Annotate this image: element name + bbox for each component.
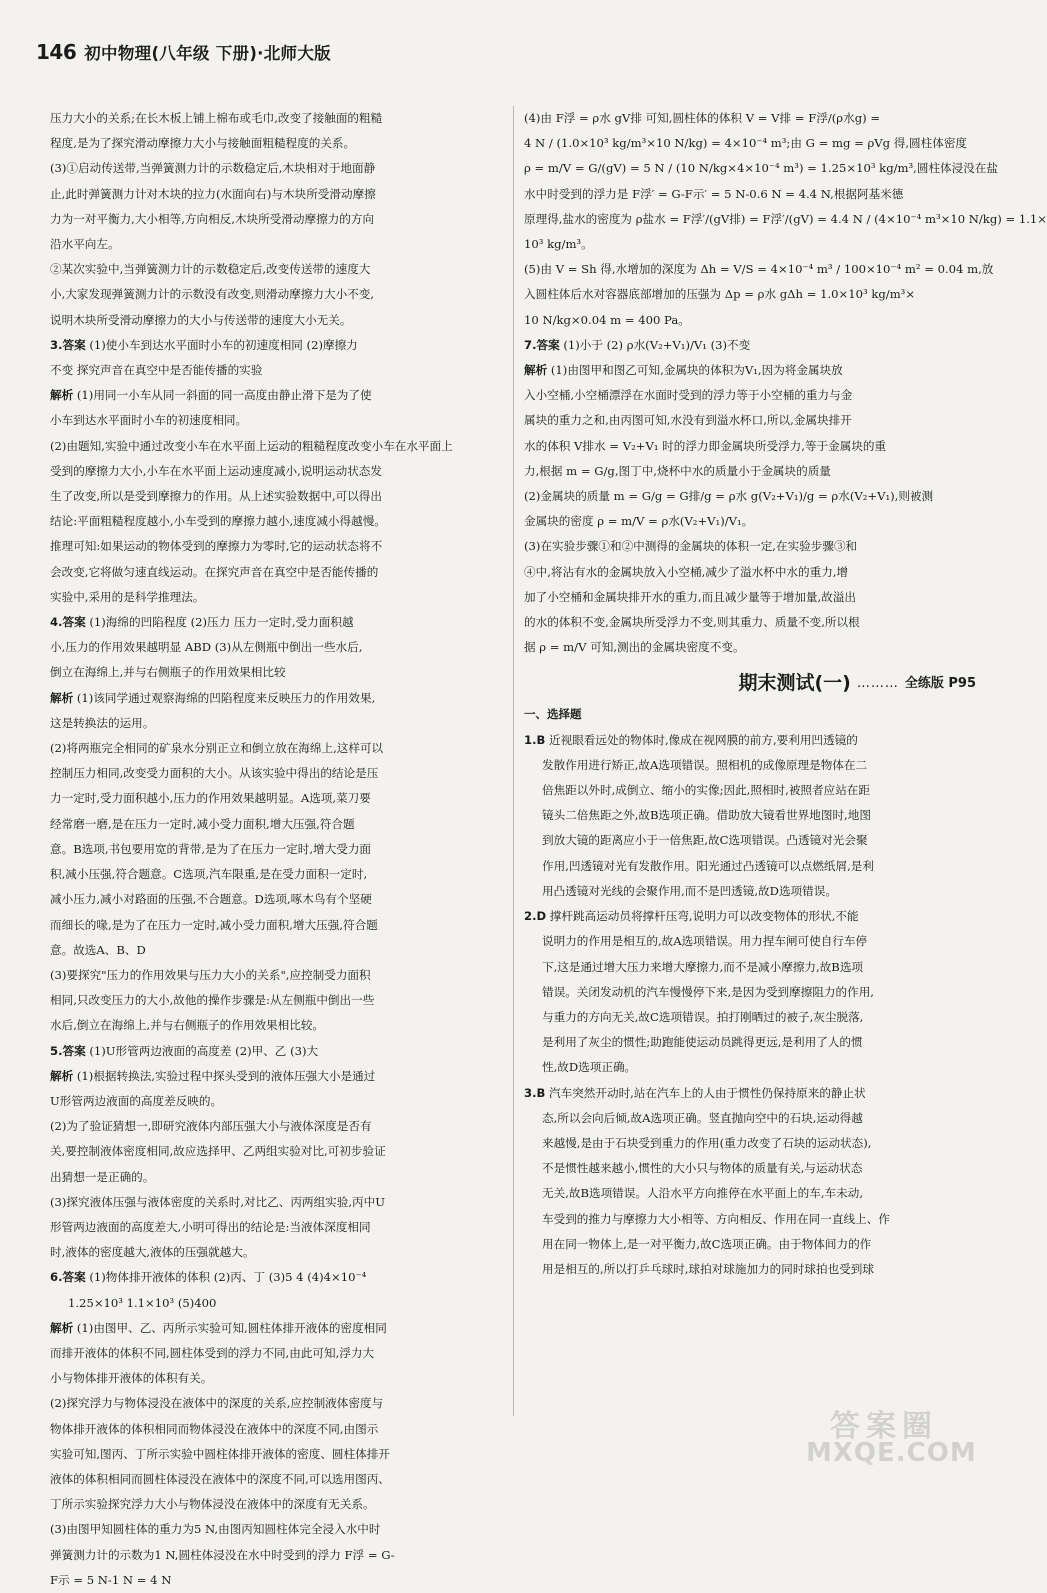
line-text: 入圆柱体后水对容器底部增加的压强为 Δp = ρ水 gΔh = 1.0×10³ kg/m³× (524, 287, 916, 302)
text-line (50, 736, 502, 761)
text-line (50, 1165, 502, 1190)
text-line (50, 232, 502, 257)
line-text: 生了改变,所以是受到摩擦力的作用。从上述实验数据中,可以得出 (50, 489, 382, 504)
text-line (524, 131, 976, 156)
line-text: 下,这是通过增大压力来增大摩擦力,而不是减小摩擦力,故B选项 (542, 959, 864, 974)
text-line (50, 509, 502, 534)
line-text: 1.25×10³ 1.1×10³ (5)400 (68, 1295, 217, 1310)
line-text: (1)根据转换法,实验过程中探头受到的液体压强大小是通过 (76, 1068, 376, 1083)
line-text: 水的体积 V排水 = V₂+V₁ 时的浮力即金属块所受浮力,等于金属块的重 (524, 438, 887, 453)
text-line (524, 1106, 976, 1131)
line-text: 发散作用进行矫正,故A选项错误。照相机的成像原理是物体在二 (542, 757, 868, 772)
line-text: ④中,将沾有水的金属块放入小空桶,减少了溢水杯中水的重力,增 (524, 564, 849, 579)
line-text: 相同,只改变压力的大小,故他的操作步骤是:从左侧瓶中倒出一些 (50, 993, 375, 1008)
line-text: 性,故D选项正确。 (542, 1060, 637, 1075)
text-line (50, 988, 502, 1013)
line-text: 力一定时,受力面积越小,压力的作用效果越明显。A选项,菜刀要 (50, 791, 371, 806)
line-text: 小车到达水平面时小车的初速度相同。 (50, 413, 248, 428)
line-text: 的水的体积不变,金属块所受浮力不变,则其重力、质量不变,所以根 (524, 615, 860, 630)
answer-line (50, 1316, 502, 1341)
text-line (50, 358, 502, 383)
line-text: (2)将两瓶完全相同的矿泉水分别正立和倒立放在海绵上,这样可以 (50, 741, 384, 756)
answer-line (50, 686, 502, 711)
text-line (524, 182, 976, 207)
text-line (50, 1215, 502, 1240)
text-line (50, 207, 502, 232)
line-text: (1)该同学通过观察海绵的凹陷程度来反映压力的作用效果, (76, 690, 376, 705)
line-text: 积,减小压强,符合题意。C选项,汽车限重,是在受力面积一定时, (50, 867, 368, 882)
text-line (524, 753, 976, 778)
line-text: 小,压力的作用效果越明显 ABD (3)从左侧瓶中倒出一些水后, (50, 640, 363, 655)
answer-label: 4.答案 (50, 615, 86, 630)
line-text: 经常磨一磨,是在压力一定时,减小受力面积,增大压强,符合题 (50, 816, 355, 831)
text-line (50, 963, 502, 988)
text-line (524, 232, 976, 257)
text-line (524, 534, 976, 559)
answer-label: 1.B (524, 732, 546, 747)
text-line (50, 1291, 502, 1316)
book-title: 初中物理(八年级 下册)·北师大版 (84, 44, 331, 63)
line-text: 撑杆跳高运动员将撑杆压弯,说明力可以改变物体的形状,不能 (549, 909, 859, 924)
text-line (524, 778, 976, 803)
text-line (50, 585, 502, 610)
section-title: 期末测试(一) (738, 671, 851, 694)
line-text: F示 = 5 N-1 N = 4 N (50, 1572, 172, 1587)
answer-line (524, 1081, 976, 1106)
text-line (524, 1257, 976, 1282)
line-text: (3)在实验步骤①和②中测得的金属块的体积一定,在实验步骤③和 (524, 539, 858, 554)
text-line (524, 610, 976, 635)
line-text: 镜头二倍焦距之外,故B选项正确。借助放大镜看世界地图时,地图 (542, 808, 871, 823)
line-text: 而排开液体的体积不同,圆柱体受到的浮力不同,由此可知,浮力大 (50, 1345, 375, 1360)
line-text: (2)由题知,实验中通过改变小车在水平面上运动的粗糙程度改变小车在水平面上 (50, 438, 453, 453)
answer-label: 3.答案 (50, 337, 86, 352)
line-text: 液体的体积相同而圆柱体浸没在液体中的深度不同,可以选用图丙、 (50, 1471, 390, 1486)
text-line (524, 879, 976, 904)
line-text: 加了小空桶和金属块排开水的重力,而且减少量等于增加量,故溢出 (524, 589, 856, 604)
line-text: 控制压力相同,改变受力面积的大小。从该实验中得出的结论是压 (50, 766, 379, 781)
answer-label: 解析 (50, 1068, 74, 1083)
line-text: 据 ρ = m/V 可知,测出的金属块密度不变。 (524, 640, 745, 655)
line-text: 错误。关闭发动机的汽车慢慢停下来,是因为受到摩擦阻力的作用, (542, 984, 874, 999)
answer-label: 2.D (524, 909, 547, 924)
text-line (524, 585, 976, 610)
line-text: 推理可知:如果运动的物体受到的摩擦力为零时,它的运动状态将不 (50, 539, 383, 554)
text-line (524, 434, 976, 459)
text-line (50, 1417, 502, 1442)
line-text: 近视眼看远处的物体时,像成在视网膜的前方,要利用凹透镜的 (549, 732, 858, 747)
text-line (524, 828, 976, 853)
text-line (524, 1232, 976, 1257)
answer-line (524, 728, 976, 753)
text-line (50, 1013, 502, 1038)
line-text: 用是相互的,所以打乒乓球时,球拍对球施加力的同时球拍也受到球 (542, 1261, 874, 1276)
right-column (524, 106, 1047, 1282)
text-line (50, 1139, 502, 1164)
text-line (524, 1207, 976, 1232)
text-line (50, 434, 502, 459)
text-line (50, 1240, 502, 1265)
text-line (50, 812, 502, 837)
text-line (524, 955, 976, 980)
line-text: 不是惯性越来越小,惯性的大小只与物体的质量有关,与运动状态 (542, 1161, 863, 1176)
column-divider (513, 106, 514, 1416)
section-leader-dots: ……… (856, 675, 899, 691)
line-text: 说明力的作用是相互的,故A选项错误。用力捏车闸可使自行车停 (542, 934, 868, 949)
text-line (50, 182, 502, 207)
answer-label: 解析 (50, 1320, 74, 1335)
line-text: (3)由图甲知圆柱体的重力为5 N,由图丙知圆柱体完全浸入水中时 (50, 1522, 381, 1537)
text-line (524, 1055, 976, 1080)
line-text: 弹簧测力计的示数为1 N,圆柱体浸没在水中时受到的浮力 F浮 = G- (50, 1547, 395, 1562)
text-line (50, 1366, 502, 1391)
text-line (50, 1341, 502, 1366)
section-heading (524, 666, 976, 700)
page-header (36, 40, 331, 68)
line-text: 受到的摩擦力大小,小车在水平面上运动速度减小,说明运动状态发 (50, 463, 382, 478)
answer-label: 解析 (524, 363, 548, 378)
line-text: 无关,故B选项错误。人沿水平方向推停在水平面上的车,车未动, (542, 1186, 864, 1201)
left-column (50, 106, 502, 1593)
line-text: 而细长的喙,是为了在压力一定时,减小受力面积,增大压强,符合题 (50, 917, 378, 932)
text-line (524, 803, 976, 828)
text-line (524, 156, 999, 181)
text-line (50, 938, 502, 963)
text-line (524, 980, 976, 1005)
text-line (524, 408, 976, 433)
line-text: (2)为了验证猜想一,即研究液体内部压强大小与液体深度是否有 (50, 1119, 372, 1134)
line-text: 物体排开液体的体积相同而物体浸没在液体中的深度不同,由图示 (50, 1421, 379, 1436)
line-text: 10³ kg/m³。 (524, 237, 593, 252)
line-text: 到放大镜的距离应小于一倍焦距,故C选项错误。凸透镜对光会聚 (542, 833, 868, 848)
text-line (50, 711, 502, 736)
line-text: ②某次实验中,当弹簧测力计的示数稳定后,改变传送带的速度大 (50, 262, 371, 277)
text-line (50, 660, 502, 685)
line-text: 水后,倒立在海绵上,并与右侧瓶子的作用效果相比较。 (50, 1018, 325, 1033)
line-text: 力为一对平衡力,大小相等,方向相反,木块所受滑动摩擦力的方向 (50, 211, 375, 226)
text-line (524, 383, 976, 408)
line-text: (3)要探究"压力的作用效果与压力大小的关系",应控制受力面积 (50, 967, 371, 982)
line-text: (1)由图甲、乙、丙所示实验可知,圆柱体排开液体的密度相同 (76, 1320, 387, 1335)
text-line (50, 282, 502, 307)
line-text: 原理得,盐水的密度为 ρ盐水 = F浮′/(gV排) = F浮′/(gV) = 4.4 N / (4×10⁻⁴ m³×10 N/kg) = 1.1× (524, 211, 1047, 226)
text-line (524, 106, 976, 131)
line-text: (1)小于 (2) ρ水(V₂+V₁)/V₁ (3)不变 (563, 337, 751, 352)
text-line (524, 509, 976, 534)
line-text: 这是转换法的运用。 (50, 715, 155, 730)
line-text: 实验中,采用的是科学推理法。 (50, 589, 205, 604)
text-line (524, 635, 976, 660)
line-text: (1)物体排开液体的体积 (2)丙、丁 (3)5 4 (4)4×10⁻⁴ (89, 1270, 367, 1285)
text-line (50, 131, 502, 156)
line-text: 意。故选A、B、D (50, 942, 146, 957)
text-line (524, 1030, 976, 1055)
text-line (524, 484, 976, 509)
answer-line (524, 333, 976, 358)
line-text: 作用,凹透镜对光有发散作用。阳光通过凸透镜可以点燃纸屑,是利 (542, 858, 874, 873)
text-line (524, 560, 976, 585)
line-text: (1)使小车到达水平面时小车的初速度相同 (2)摩擦力 (89, 337, 358, 352)
line-text: 意。B选项,书包要用宽的背带,是为了在压力一定时,增大受力面 (50, 841, 372, 856)
line-text: 与重力的方向无关,故C选项错误。拍打刚晒过的被子,灰尘脱落, (542, 1009, 864, 1024)
text-line (50, 635, 502, 660)
line-text: 属块的重力之和,由丙图可知,水没有到溢水杯口,所以,金属块排开 (524, 413, 852, 428)
text-line (50, 1089, 502, 1114)
line-text: (1)由图甲和图乙可知,金属块的体积为V₁,因为将金属块放 (550, 363, 843, 378)
text-line (524, 929, 976, 954)
line-text: 来越慢,是由于石块受到重力的作用(重力改变了石块的运动状态), (542, 1135, 872, 1150)
text-line (50, 459, 502, 484)
line-text: ρ = m/V = G/(gV) = 5 N / (10 N/kg×4×10⁻⁴ m³) = 1.25×10³ kg/m³,圆柱体浸没在盐 (524, 161, 999, 176)
text-line (50, 862, 502, 887)
section-page-reference: 全练版 P95 (904, 675, 976, 691)
answer-line (50, 333, 502, 358)
line-text: 说明木块所受滑动摩擦力的大小与传送带的速度大小无关。 (50, 312, 352, 327)
answer-line (524, 358, 976, 383)
line-text: (1)用同一小车从同一斜面的同一高度由静止滑下是为了使 (76, 388, 372, 403)
line-text: 小,大家发现弹簧测力计的示数没有改变,则滑动摩擦力大小不变, (50, 287, 375, 302)
text-line (524, 207, 1047, 232)
text-line (524, 282, 976, 307)
line-text: (3)①启动传送带,当弹簧测力计的示数稳定后,木块相对于地面静 (50, 161, 376, 176)
line-text: (4)由 F浮 = ρ水 gV排 可知,圆柱体的体积 V = V排 = F浮/(ρ水g) = (524, 111, 881, 125)
line-text: 用在同一物体上,是一对平衡力,故C选项正确。由于物体间力的作 (542, 1236, 872, 1251)
text-line (50, 484, 502, 509)
text-line (50, 1492, 502, 1517)
line-text: (5)由 V = Sh 得,水增加的深度为 Δh = V/S = 4×10⁻⁴ m³ / 100×10⁻⁴ m² = 0.04 m,放 (524, 262, 994, 277)
text-line (524, 1156, 976, 1181)
text-line (524, 1131, 976, 1156)
text-line (50, 534, 502, 559)
line-text: U形管两边液面的高度差反映的。 (50, 1093, 223, 1108)
line-text: (1)海绵的凹陷程度 (2)压力 压力一定时,受力面积越 (89, 615, 354, 630)
watermark-text: 答案圈 (830, 1409, 938, 1444)
line-text: (2)金属块的质量 m = G/g = G排/g = ρ水 g(V₂+V₁)/g = ρ水(V₂+V₁),则被测 (524, 489, 934, 504)
line-text: (2)探究浮力与物体浸没在液体中的深度的关系,应控制液体密度与 (50, 1396, 384, 1411)
line-text: 金属块的密度 ρ = m/V = ρ水(V₂+V₁)/V₁。 (524, 514, 754, 529)
line-text: 实验可知,图丙、丁所示实验中圆柱体排开液体的密度、圆柱体排开 (50, 1446, 390, 1461)
text-line (524, 854, 976, 879)
page-number: 146 (36, 40, 77, 64)
text-line (50, 1543, 502, 1568)
line-text: 时,液体的密度越大,液体的压强就越大。 (50, 1245, 255, 1260)
line-text: 10 N/kg×0.04 m = 400 Pa。 (524, 312, 690, 327)
text-line (524, 1181, 976, 1206)
text-line (50, 308, 502, 333)
text-line (524, 257, 994, 282)
text-line (50, 786, 502, 811)
line-text: 不变 探究声音在真空中是否能传播的实验 (50, 363, 263, 378)
watermark-logo (800, 1409, 995, 1468)
text-line (50, 761, 502, 786)
answer-label: 5.答案 (50, 1043, 86, 1058)
sub-heading: 一、选择题 (524, 707, 582, 722)
line-text: 结论:平面粗糙程度越小,小车受到的摩擦力越小,速度减小得越慢。 (50, 514, 386, 529)
answer-line (50, 383, 502, 408)
line-text: 形管两边液面的高度差大,小明可得出的结论是:当液体深度相同 (50, 1219, 371, 1234)
answer-line (50, 1039, 502, 1064)
answer-label: 6.答案 (50, 1270, 86, 1285)
watermark-url: MXQE.COM (806, 1438, 977, 1468)
line-text: 4 N / (1.0×10³ kg/m³×10 N/kg) = 4×10⁻⁴ m³;由 G = mg = ρVg 得,圆柱体密度 (524, 136, 968, 151)
line-text: 出猜想一是正确的。 (50, 1169, 155, 1184)
answer-label: 3.B (524, 1085, 546, 1100)
answer-label: 7.答案 (524, 337, 560, 352)
text-line (50, 106, 502, 131)
line-text: 是利用了灰尘的惯性;助跑能使运动员跳得更远,是利用了人的惯 (542, 1035, 863, 1050)
right-column-answers (524, 106, 1047, 660)
line-text: 入小空桶,小空桶漂浮在水面时受到的浮力等于小空桶的重力与金 (524, 388, 853, 403)
line-text: 态,所以会向后倾,故A选项正确。竖直抛向空中的石块,运动得越 (542, 1110, 863, 1125)
text-line (50, 837, 502, 862)
text-line (50, 913, 502, 938)
text-line (524, 459, 976, 484)
line-text: 倒立在海绵上,并与右侧瓶子的作用效果相比较 (50, 665, 286, 680)
answer-line (524, 904, 976, 929)
line-text: 用凸透镜对光线的会聚作用,而不是凹透镜,故D选项错误。 (542, 883, 837, 898)
text-line (50, 408, 502, 433)
line-text: (3)探究液体压强与液体密度的关系时,对比乙、丙两组实验,丙中U (50, 1194, 386, 1209)
line-text: 力,根据 m = G/g,图丁中,烧杯中水的质量小于金属块的质量 (524, 463, 831, 478)
line-text: 沿水平向左。 (50, 237, 120, 252)
right-column-choice-answers (524, 728, 976, 1282)
line-text: 丁所示实验探究浮力大小与物体浸没在液体中的深度有无关系。 (50, 1497, 375, 1512)
line-text: 水中时受到的浮力是 F浮′ = G-F示′ = 5 N-0.6 N = 4.4 N,根据阿基米德 (524, 186, 904, 201)
answer-line (50, 1265, 502, 1290)
line-text: 倍焦距以外时,成倒立、缩小的实像;因此,照相时,被照者应站在距 (542, 783, 870, 798)
text-line (50, 1442, 502, 1467)
line-text: 程度,是为了探究滑动摩擦力大小与接触面粗糙程度的关系。 (50, 136, 356, 151)
line-text: 会改变,它将做匀速直线运动。在探究声音在真空中是否能传播的 (50, 564, 379, 579)
text-line (524, 1005, 976, 1030)
text-line (50, 1517, 502, 1542)
line-text: 减小压力,减小对路面的压强,不合题意。D选项,啄木鸟有个坚硬 (50, 892, 372, 907)
text-line (50, 1391, 502, 1416)
line-text: 汽车突然开动时,站在汽车上的人由于惯性仍保持原来的静止状 (549, 1085, 866, 1100)
text-line (50, 156, 502, 181)
answer-label: 解析 (50, 388, 74, 403)
text-line (50, 560, 502, 585)
line-text: 小与物体排开液体的体积有关。 (50, 1371, 213, 1386)
text-line (50, 887, 502, 912)
answer-line (50, 1064, 502, 1089)
answer-line (50, 610, 502, 635)
line-text: 止,此时弹簧测力计对木块的拉力(水面向右)与木块所受滑动摩擦 (50, 186, 376, 201)
line-text: 压力大小的关系;在长木板上铺上棉布或毛巾,改变了接触面的粗糙 (50, 111, 383, 125)
text-line (50, 1568, 502, 1593)
text-line (524, 308, 976, 333)
text-line (50, 1114, 502, 1139)
line-text: (1)U形管两边液面的高度差 (2)甲、乙 (3)大 (89, 1043, 319, 1058)
line-text: 关,要控制液体密度相同,故应选择甲、乙两组实验对比,可初步验证 (50, 1144, 386, 1159)
answer-label: 解析 (50, 690, 74, 705)
text-line (50, 257, 502, 282)
text-line (50, 1467, 502, 1492)
text-line (50, 1190, 502, 1215)
line-text: 车受到的推力与摩擦力大小相等、方向相反、作用在同一直线上、作 (542, 1211, 890, 1226)
